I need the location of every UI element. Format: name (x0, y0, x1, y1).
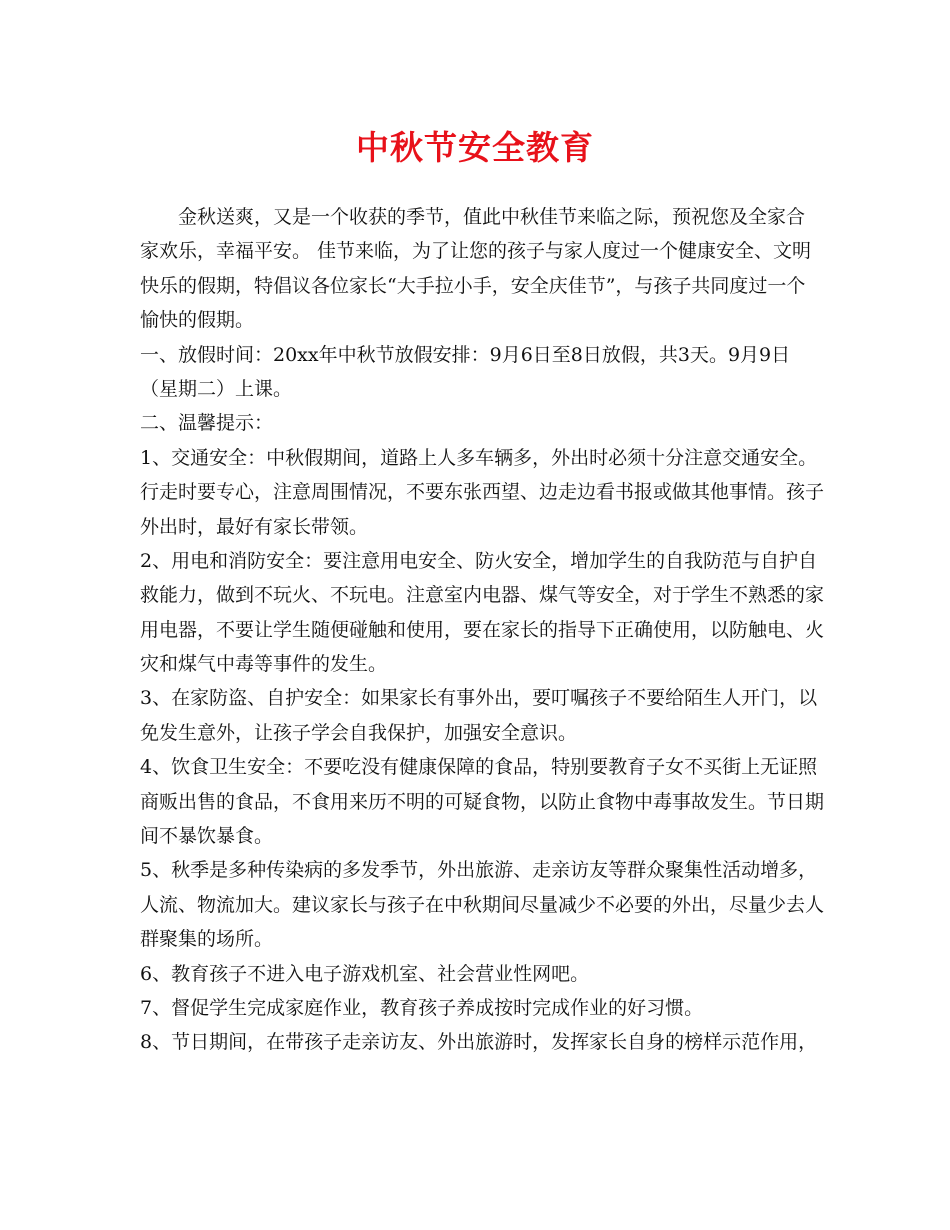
body-line: 一、放假时间：20xx年中秋节放假安排：9月6日至8日放假，共3天。9月9日 (140, 343, 791, 366)
body-line: 2、用电和消防安全：要注意用电安全、防火安全，增加学生的自我防范与自护自 (140, 549, 818, 572)
body-line: 群聚集的场所。 (140, 928, 274, 951)
body-line: 人流、物流加大。建议家长与孩子在中秋期间尽量减少不必要的外出，尽量少去人 (140, 893, 825, 916)
body-line: 灾和煤气中毒等事件的发生。 (140, 653, 388, 676)
body-line: 行走时要专心，注意周围情况，不要东张西望、边走边看书报或做其他事情。孩子 (140, 481, 825, 504)
body-line: 金秋送爽，又是一个收获的季节，值此中秋佳节来临之际，预祝您及全家合 (178, 206, 806, 228)
document-body (140, 200, 825, 1060)
body-line: 3、在家防盗、自护安全：如果家长有事外出，要叮嘱孩子不要给陌生人开门，以 (140, 687, 818, 710)
body-line: 4、饮食卫生安全：不要吃没有健康保障的食品，特别要教育子女不买街上无证照 (140, 756, 818, 779)
body-line: （星期二）上课。 (140, 377, 293, 400)
body-line: 间不暴饮暴食。 (140, 825, 274, 848)
body-line: 1、交通安全：中秋假期间，道路上人多车辆多，外出时必须十分注意交通安全。 (140, 446, 818, 469)
body-line: 商贩出售的食品，不食用来历不明的可疑食物，以防止食物中毒事故发生。节日期 (140, 790, 825, 813)
body-line: 二、温馨提示： (140, 412, 274, 435)
document-title: 中秋节安全教育 (356, 128, 594, 167)
body-line: 6、教育孩子不进入电子游戏机室、社会营业性网吧。 (140, 962, 590, 985)
body-line: 愉快的假期。 (140, 309, 255, 332)
body-line: 外出时，最好有家长带领。 (140, 515, 369, 538)
body-line: 救能力，做到不玩火、不玩电。注意室内电器、煤气等安全，对于学生不熟悉的家 (140, 584, 825, 607)
body-line: 家欢乐，幸福平安。 佳节来临，为了让您的孩子与家人度过一个健康安全、文明 (140, 240, 812, 263)
body-line: 用电器，不要让学生随便碰触和使用，要在家长的指导下正确使用，以防触电、火 (140, 618, 825, 641)
body-line: 免发生意外，让孩子学会自我保护，加强安全意识。 (140, 721, 578, 744)
body-line: 7、督促学生完成家庭作业，教育孩子养成按时完成作业的好习惯。 (140, 996, 704, 1019)
body-line: 5、秋季是多种传染病的多发季节，外出旅游、走亲访友等群众聚集性活动增多， (140, 859, 818, 882)
body-line: 快乐的假期，特倡议各位家长“大手拉小手，安全庆佳节”，与孩子共同度过一个 (140, 274, 806, 297)
body-line: 8、节日期间，在带孩子走亲访友、外出旅游时，发挥家长自身的榜样示范作用， (140, 1031, 818, 1054)
